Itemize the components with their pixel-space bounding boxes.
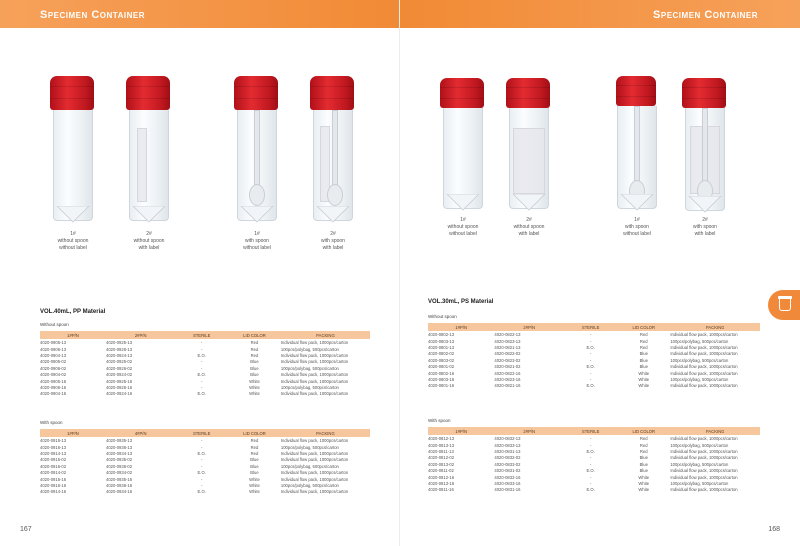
- table-cell: Individual flow pack, 1000pcs/carton: [670, 436, 738, 442]
- table-cell: -: [589, 455, 592, 461]
- table-cell: -: [589, 376, 592, 382]
- table-row: [428, 331, 760, 338]
- table-cell: E.O.: [586, 344, 595, 350]
- table-cell: 4020-0916-16: [40, 482, 67, 488]
- table-cell: 4020-0812-16: [428, 474, 455, 480]
- table-cell: Individual flow pack, 1000pcs/carton: [670, 344, 738, 350]
- tube-product-image: [612, 76, 662, 216]
- table-cell: 4020-0914-16: [40, 489, 67, 495]
- table-cell: 4020-0926-13: [106, 346, 133, 352]
- table-cell: -: [589, 461, 592, 467]
- table-cell: -: [589, 480, 592, 486]
- table-cell: 4020-0905-16: [40, 378, 67, 384]
- table-cell: 4020-0831-16: [494, 487, 521, 493]
- table-cell: 100pcs/polybag, 500pcs/carton: [280, 444, 339, 450]
- table-label: With spoon: [428, 418, 451, 423]
- tube-caption: 2# without spoon with label: [133, 231, 165, 251]
- tube-product-image: [504, 78, 554, 218]
- table-cell: Individual flow pack, 1000pcs/carton: [670, 383, 738, 389]
- table-cell: Individual flow pack, 1000pcs/carton: [670, 351, 738, 357]
- table-cell: Individual flow pack, 1000pcs/carton: [670, 468, 738, 474]
- table-cell: Individual flow pack, 1000pcs/carton: [280, 489, 349, 495]
- table-cell: E.O.: [197, 352, 206, 358]
- table-cell: 4020-0926-16: [106, 384, 133, 390]
- table-cell: Individual flow pack, 1000pcs/carton: [670, 474, 738, 480]
- table-cell: White: [638, 376, 650, 382]
- table-cell: 100pcs/polybag, 500pcs/carton: [280, 365, 339, 371]
- table-cell: Red: [250, 340, 259, 346]
- table-cell: 4020-0821-13: [494, 344, 521, 350]
- table-header-cell: 2#P/N: [494, 323, 564, 331]
- table-cell: 4020-0822-16: [494, 370, 521, 376]
- table-cell: -: [200, 359, 203, 365]
- table-row: [428, 435, 760, 442]
- table-cell: -: [589, 351, 592, 357]
- table-cell: 4020-0813-13: [428, 442, 455, 448]
- table-cell: -: [589, 332, 592, 338]
- table-cell: 4020-0915-13: [40, 438, 67, 444]
- table-row: [40, 391, 370, 397]
- table-cell: 4020-0915-16: [40, 476, 67, 482]
- table-cell: 4020-0813-16: [428, 480, 455, 486]
- tube-caption: 1# with spoon without label: [243, 231, 271, 251]
- table-cell: Individual flow pack, 1000pcs/carton: [280, 378, 349, 384]
- table-cell: -: [200, 378, 203, 384]
- tube-caption: 1# with spoon without label: [623, 217, 651, 237]
- section-title: VOL.40mL, PP Material: [40, 309, 106, 315]
- table-cell: 100pcs/polybag, 500pcs/carton: [280, 384, 339, 390]
- table-cell: 4020-0801-13: [428, 344, 455, 350]
- table-cell: Red: [639, 448, 648, 454]
- table-cell: E.O.: [586, 448, 595, 454]
- table-cell: 4020-0832-13: [494, 436, 521, 442]
- table-cell: E.O.: [586, 487, 595, 493]
- table-row: [428, 383, 760, 389]
- table-cell: 4020-0905-02: [40, 359, 67, 365]
- page-number: 168: [768, 526, 780, 533]
- table-cell: 4020-0823-13: [494, 338, 521, 344]
- table-cell: Blue: [639, 461, 648, 467]
- table-cell: 4020-0832-16: [494, 474, 521, 480]
- table-cell: 100pcs/polybag, 500pcs/carton: [670, 442, 729, 448]
- table-cell: Red: [250, 346, 259, 352]
- table-cell: 4020-0925-16: [106, 378, 133, 384]
- table-cell: Blue: [639, 455, 648, 461]
- table-header-cell: PACKING: [281, 331, 370, 339]
- page-number: 167: [20, 526, 32, 533]
- table-cell: Individual flow pack, 1000pcs/carton: [670, 455, 738, 461]
- table-cell: White: [249, 482, 260, 488]
- table-header-cell: LID COLOR: [617, 427, 670, 435]
- right-page: [400, 0, 800, 546]
- table-cell: Individual flow pack, 1000pcs/carton: [280, 457, 349, 463]
- table-cell: E.O.: [197, 450, 206, 456]
- table-cell: 4020-0821-02: [494, 364, 521, 370]
- table-header-cell: PACKING: [281, 429, 370, 437]
- table-cell: 4020-0904-02: [40, 372, 67, 378]
- spec-table: [40, 429, 370, 496]
- tube-caption: 2# with spoon with label: [321, 231, 345, 251]
- table-header-cell: LID COLOR: [228, 331, 281, 339]
- table-cell: Red: [250, 438, 259, 444]
- table-cell: Blue: [250, 365, 259, 371]
- table-cell: Red: [639, 344, 648, 350]
- tube-product-image: [232, 76, 282, 226]
- table-cell: White: [638, 370, 650, 376]
- tube-caption: 2# with spoon with label: [693, 217, 717, 237]
- table-cell: Red: [250, 444, 259, 450]
- table-cell: -: [200, 340, 203, 346]
- table-cell: 4020-0821-16: [494, 383, 521, 389]
- table-cell: Blue: [250, 463, 259, 469]
- table-cell: 4020-0904-13: [40, 352, 67, 358]
- table-cell: 4020-0925-13: [106, 340, 133, 346]
- table-cell: Individual flow pack, 1000pcs/carton: [280, 476, 349, 482]
- spec-table: [428, 323, 760, 390]
- table-label: With spoon: [40, 420, 63, 425]
- table-cell: Individual flow pack, 1000pcs/carton: [670, 448, 738, 454]
- table-row: [40, 437, 370, 444]
- table-cell: 4020-0936-13: [106, 444, 133, 450]
- table-cell: 4020-0823-16: [494, 376, 521, 382]
- table-cell: Blue: [250, 359, 259, 365]
- table-cell: 4020-0924-13: [106, 352, 133, 358]
- table-cell: Individual flow pack, 1000pcs/carton: [280, 359, 349, 365]
- table-cell: 4020-0914-02: [40, 470, 67, 476]
- table-cell: 4020-0915-02: [40, 457, 67, 463]
- table-cell: 100pcs/polybag, 500pcs/carton: [280, 482, 339, 488]
- table-cell: Individual flow pack, 1000pcs/carton: [670, 332, 738, 338]
- table-cell: 4020-0833-13: [494, 442, 521, 448]
- tube-product-image: [308, 76, 358, 226]
- table-cell: 4020-0813-02: [428, 461, 455, 467]
- tube-product-image: [48, 76, 98, 226]
- table-cell: 4020-0924-02: [106, 372, 133, 378]
- table-cell: 100pcs/polybag, 500pcs/carton: [280, 463, 339, 469]
- table-cell: -: [589, 338, 592, 344]
- header-band: [400, 0, 800, 28]
- table-cell: Individual flow pack, 1000pcs/carton: [670, 370, 738, 376]
- container-icon: [779, 298, 791, 311]
- table-cell: Individual flow pack, 1000pcs/carton: [280, 438, 349, 444]
- table-cell: 4020-0934-16: [106, 489, 133, 495]
- table-cell: 4020-0832-02: [494, 455, 521, 461]
- table-cell: Individual flow pack, 1000pcs/carton: [280, 372, 349, 378]
- table-cell: -: [589, 357, 592, 363]
- table-cell: -: [200, 482, 203, 488]
- table-label: Without spoon: [40, 322, 69, 327]
- table-cell: 4020-0916-13: [40, 444, 67, 450]
- table-cell: White: [638, 480, 650, 486]
- table-cell: White: [249, 384, 260, 390]
- table-cell: -: [589, 370, 592, 376]
- side-tab[interactable]: [768, 290, 800, 320]
- table-cell: 4020-0934-02: [106, 470, 133, 476]
- table-cell: Individual flow pack, 1000pcs/carton: [280, 340, 349, 346]
- table-row: [40, 339, 370, 346]
- table-cell: 4020-0914-13: [40, 450, 67, 456]
- table-header-cell: 1#P/N: [40, 429, 106, 437]
- table-cell: 4020-0801-02: [428, 364, 455, 370]
- table-header-cell: STERILE: [175, 331, 228, 339]
- table-cell: White: [638, 487, 650, 493]
- table-cell: -: [200, 346, 203, 352]
- table-cell: E.O.: [586, 468, 595, 474]
- table-row: [428, 487, 760, 493]
- table-cell: 4020-0906-02: [40, 365, 67, 371]
- page-header-title: Specimen Container: [653, 9, 758, 21]
- table-cell: White: [638, 474, 650, 480]
- table-cell: E.O.: [586, 383, 595, 389]
- table-cell: 4020-0935-16: [106, 476, 133, 482]
- table-cell: 4020-0802-13: [428, 332, 455, 338]
- table-cell: Red: [639, 332, 648, 338]
- table-cell: Blue: [250, 372, 259, 378]
- table-cell: 4020-0812-13: [428, 436, 455, 442]
- table-cell: 4020-0811-16: [428, 487, 454, 493]
- tube-caption: 1# without spoon without label: [447, 217, 479, 237]
- table-cell: -: [589, 474, 592, 480]
- table-cell: Blue: [639, 364, 648, 370]
- table-cell: 4020-0925-02: [106, 359, 133, 365]
- table-cell: -: [200, 438, 203, 444]
- table-cell: 4020-0822-13: [494, 332, 521, 338]
- table-cell: E.O.: [586, 364, 595, 370]
- tube-product-image: [680, 78, 730, 218]
- table-cell: Blue: [250, 457, 259, 463]
- table-cell: White: [249, 476, 260, 482]
- table-cell: 4020-0924-16: [106, 391, 133, 397]
- table-cell: Blue: [250, 470, 259, 476]
- table-cell: 4020-0812-02: [428, 455, 455, 461]
- table-cell: White: [638, 383, 650, 389]
- page-header-title: Specimen Container: [40, 9, 145, 21]
- table-header-cell: STERILE: [564, 427, 617, 435]
- table-header-cell: 2#P/N: [494, 427, 564, 435]
- table-cell: 4020-0823-02: [494, 357, 521, 363]
- table-cell: -: [589, 436, 592, 442]
- table-cell: 4020-0822-02: [494, 351, 521, 357]
- table-cell: 4020-0904-16: [40, 391, 67, 397]
- table-cell: Red: [250, 352, 259, 358]
- table-cell: Individual flow pack, 1000pcs/carton: [670, 364, 738, 370]
- table-cell: -: [200, 444, 203, 450]
- table-cell: 100pcs/polybag, 500pcs/carton: [670, 338, 729, 344]
- table-cell: 4020-0906-16: [40, 384, 67, 390]
- section-title: VOL.30mL, PS Material: [428, 299, 494, 305]
- table-cell: E.O.: [197, 470, 206, 476]
- table-cell: Individual flow pack, 1000pcs/carton: [280, 450, 349, 456]
- table-cell: 4020-0935-02: [106, 457, 133, 463]
- table-header-cell: 4#P/N: [106, 429, 175, 437]
- table-cell: White: [249, 378, 260, 384]
- table-cell: 4020-0833-02: [494, 461, 521, 467]
- table-cell: 4020-0935-13: [106, 438, 133, 444]
- tube-product-image: [438, 78, 488, 218]
- table-cell: 4020-0833-16: [494, 480, 521, 486]
- table-cell: Blue: [639, 468, 648, 474]
- table-cell: Individual flow pack, 1000pcs/carton: [280, 470, 349, 476]
- table-cell: 4020-0936-16: [106, 482, 133, 488]
- table-cell: 4020-0926-02: [106, 365, 133, 371]
- table-cell: -: [200, 463, 203, 469]
- table-cell: 4020-0802-16: [428, 370, 455, 376]
- table-cell: 4020-0936-02: [106, 463, 133, 469]
- table-header-cell: PACKING: [670, 323, 760, 331]
- table-cell: White: [249, 391, 260, 397]
- table-cell: 4020-0811-02: [428, 468, 454, 474]
- table-cell: Red: [250, 450, 259, 456]
- tube-caption: 1# without spoon without label: [57, 231, 89, 251]
- table-cell: -: [589, 442, 592, 448]
- table-cell: 4020-0916-02: [40, 463, 67, 469]
- table-cell: Blue: [639, 351, 648, 357]
- table-cell: 4020-0906-13: [40, 346, 67, 352]
- spec-table: [428, 427, 760, 494]
- table-cell: 4020-0831-02: [494, 468, 521, 474]
- table-header-cell: LID COLOR: [617, 323, 670, 331]
- table-header-cell: PACKING: [670, 427, 760, 435]
- table-header-cell: STERILE: [564, 323, 617, 331]
- table-cell: 100pcs/polybag, 500pcs/carton: [670, 357, 729, 363]
- table-cell: Individual flow pack, 1000pcs/carton: [670, 487, 738, 493]
- table-cell: Blue: [639, 357, 648, 363]
- table-cell: 4020-0803-13: [428, 338, 455, 344]
- table-cell: -: [200, 457, 203, 463]
- spec-table: [40, 331, 370, 398]
- table-cell: 4020-0802-02: [428, 351, 455, 357]
- table-cell: Red: [639, 338, 648, 344]
- table-cell: 4020-0811-13: [428, 448, 454, 454]
- table-cell: Individual flow pack, 1000pcs/carton: [280, 352, 349, 358]
- table-cell: 100pcs/polybag, 500pcs/carton: [670, 461, 729, 467]
- table-row: [40, 489, 370, 495]
- table-cell: 100pcs/polybag, 500pcs/carton: [670, 376, 729, 382]
- table-cell: Red: [639, 436, 648, 442]
- table-header-cell: 1#P/N: [428, 427, 494, 435]
- table-cell: -: [200, 384, 203, 390]
- table-header-cell: 1#P/N: [40, 331, 106, 339]
- table-cell: E.O.: [197, 391, 206, 397]
- table-cell: Red: [639, 442, 648, 448]
- table-cell: 4020-0803-16: [428, 376, 455, 382]
- tube-caption: 2# without spoon with label: [513, 217, 545, 237]
- table-cell: 4020-0905-13: [40, 340, 67, 346]
- table-cell: -: [200, 476, 203, 482]
- table-cell: E.O.: [197, 489, 206, 495]
- table-label: Without spoon: [428, 314, 457, 319]
- table-cell: White: [249, 489, 260, 495]
- header-band: [0, 0, 400, 28]
- table-cell: -: [200, 365, 203, 371]
- table-header-cell: 2#P/N: [106, 331, 175, 339]
- tube-product-image: [124, 76, 174, 226]
- table-cell: 4020-0803-02: [428, 357, 455, 363]
- table-cell: 4020-0801-16: [428, 383, 455, 389]
- table-cell: E.O.: [197, 372, 206, 378]
- table-header-cell: LID COLOR: [228, 429, 281, 437]
- table-header-cell: STERILE: [175, 429, 228, 437]
- table-cell: 4020-0831-13: [494, 448, 521, 454]
- table-cell: 4020-0934-13: [106, 450, 133, 456]
- table-cell: Individual flow pack, 1000pcs/carton: [280, 391, 349, 397]
- table-header-cell: 1#P/N: [428, 323, 494, 331]
- table-cell: 100pcs/polybag, 500pcs/carton: [670, 480, 729, 486]
- table-cell: 100pcs/polybag, 500pcs/carton: [280, 346, 339, 352]
